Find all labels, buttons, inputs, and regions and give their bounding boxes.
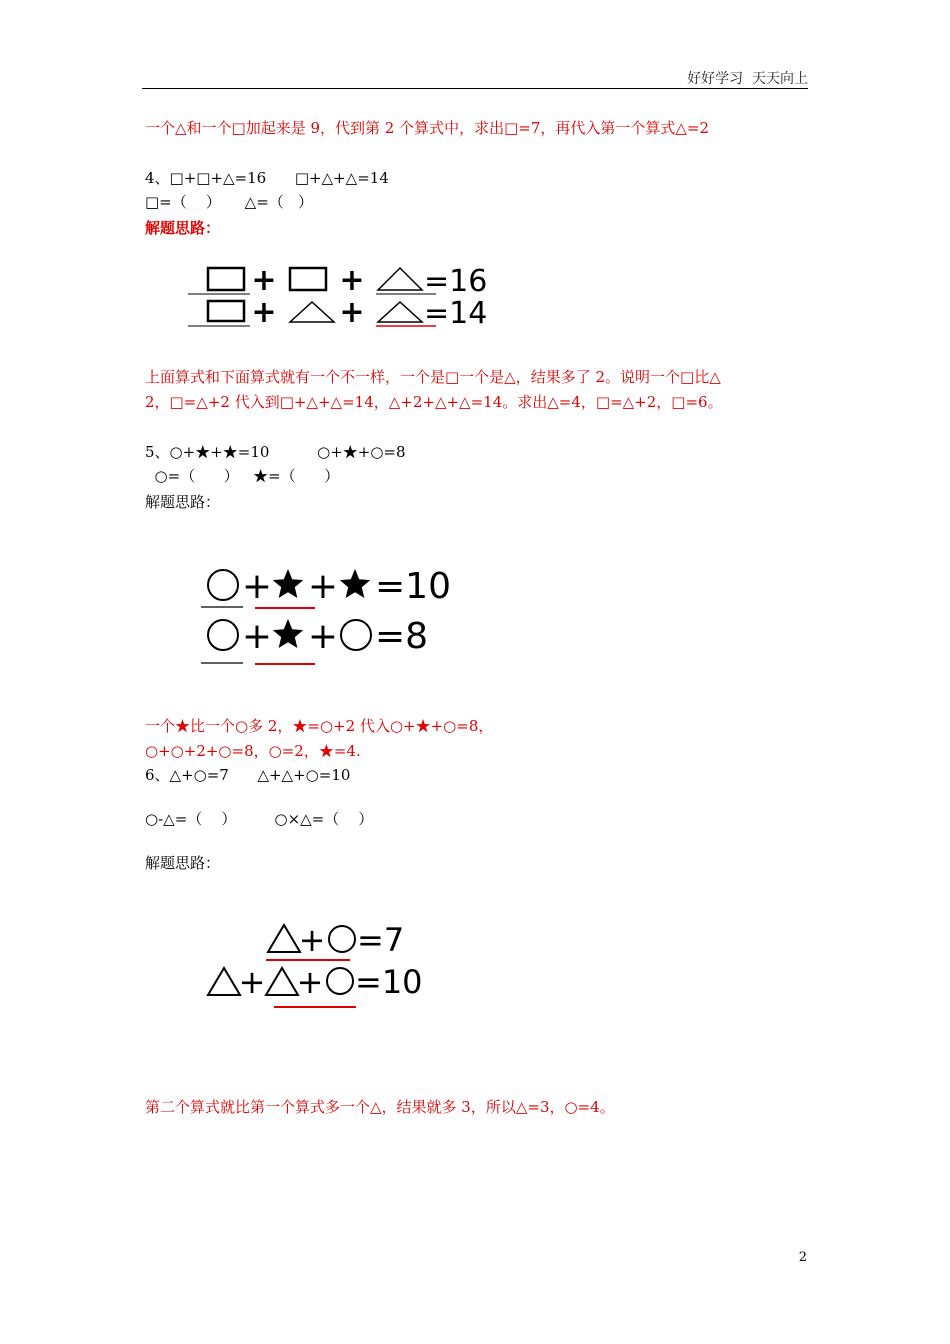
q5-explanation-line2: ○+○+2+○=8，○=2，★=4. [145, 742, 361, 760]
q6-answer: ○-△=（ ） ○×△=（ ） [145, 810, 374, 828]
star-shape [340, 569, 370, 598]
q5-row2-result: =8 [375, 616, 429, 657]
circle-shape [208, 620, 238, 650]
plus-sign: + [339, 263, 365, 298]
q5-equation: 5、○+★+★=10 ○+★+○=8 [145, 443, 406, 461]
q4-answer: □=（ ） △=（ ） [145, 193, 314, 211]
plus-sign: + [307, 566, 339, 607]
q4-hint-label: 解题思路： [145, 219, 221, 237]
triangle-shape [290, 302, 334, 322]
triangle-shape [268, 925, 300, 952]
square-shape [290, 268, 326, 290]
q5-row1-result: =10 [375, 566, 451, 607]
square-shape [208, 268, 244, 290]
plus-sign: + [241, 616, 273, 657]
star-shape [273, 619, 303, 648]
plus-sign: + [241, 566, 273, 607]
q4-row2-result: =14 [424, 296, 488, 331]
page-header: 好好学习 天天向上 [687, 71, 808, 87]
circle-shape [208, 570, 238, 600]
q6-figure [200, 915, 440, 1015]
square-shape [208, 301, 244, 321]
plus-sign: + [251, 295, 277, 330]
plus-sign: + [307, 616, 339, 657]
q4-row1-result: =16 [424, 264, 488, 299]
plus-sign: + [251, 263, 277, 298]
circle-shape [329, 926, 355, 952]
triangle-shape [378, 302, 422, 322]
q6-row1-result: =7 [357, 921, 405, 959]
plus-sign: + [298, 921, 326, 959]
q6-row2-result: =10 [355, 963, 423, 1001]
q6-equation: 6、△+○=7 △+△+○=10 [145, 766, 351, 784]
q6-hint-label: 解题思路： [145, 854, 221, 872]
plus-sign: + [238, 963, 266, 1001]
q5-figure [195, 560, 465, 670]
q5-explanation-line1: 一个★比一个○多 2，★=○+2 代入○+★+○=8， [145, 717, 494, 735]
triangle-shape [208, 968, 240, 995]
plus-sign: + [296, 963, 324, 1001]
circle-shape [327, 968, 353, 994]
triangle-shape [266, 968, 298, 995]
q5-hint-label: 解题思路： [145, 493, 221, 511]
q4-explanation-line2: 2，□=△+2 代入到□+△+△=14，△+2+△+△=14。求出△=4，□=△+2，□=6。 [145, 393, 723, 411]
circle-shape [341, 620, 371, 650]
q4-explanation-line1: 上面算式和下面算式就有一个不一样，一个是□一个是△，结果多了 2。说明一个□比△ [145, 368, 721, 386]
plus-sign: + [339, 295, 365, 330]
q3-explanation: 一个△和一个□加起来是 9，代到第 2 个算式中，求出□=7，再代入第一个算式△=2 [145, 119, 710, 137]
q4-equation: 4、□+□+△=16 □+△+△=14 [145, 169, 389, 187]
header-rule [142, 88, 808, 89]
page-number: 2 [798, 1250, 807, 1265]
q4-figure [180, 260, 540, 335]
q6-explanation: 第二个算式就比第一个算式多一个△，结果就多 3，所以△=3，○=4。 [145, 1098, 615, 1116]
q5-answer: ○=（ ） ★=（ ） [145, 467, 340, 485]
triangle-shape [378, 268, 422, 290]
star-shape [273, 569, 303, 598]
